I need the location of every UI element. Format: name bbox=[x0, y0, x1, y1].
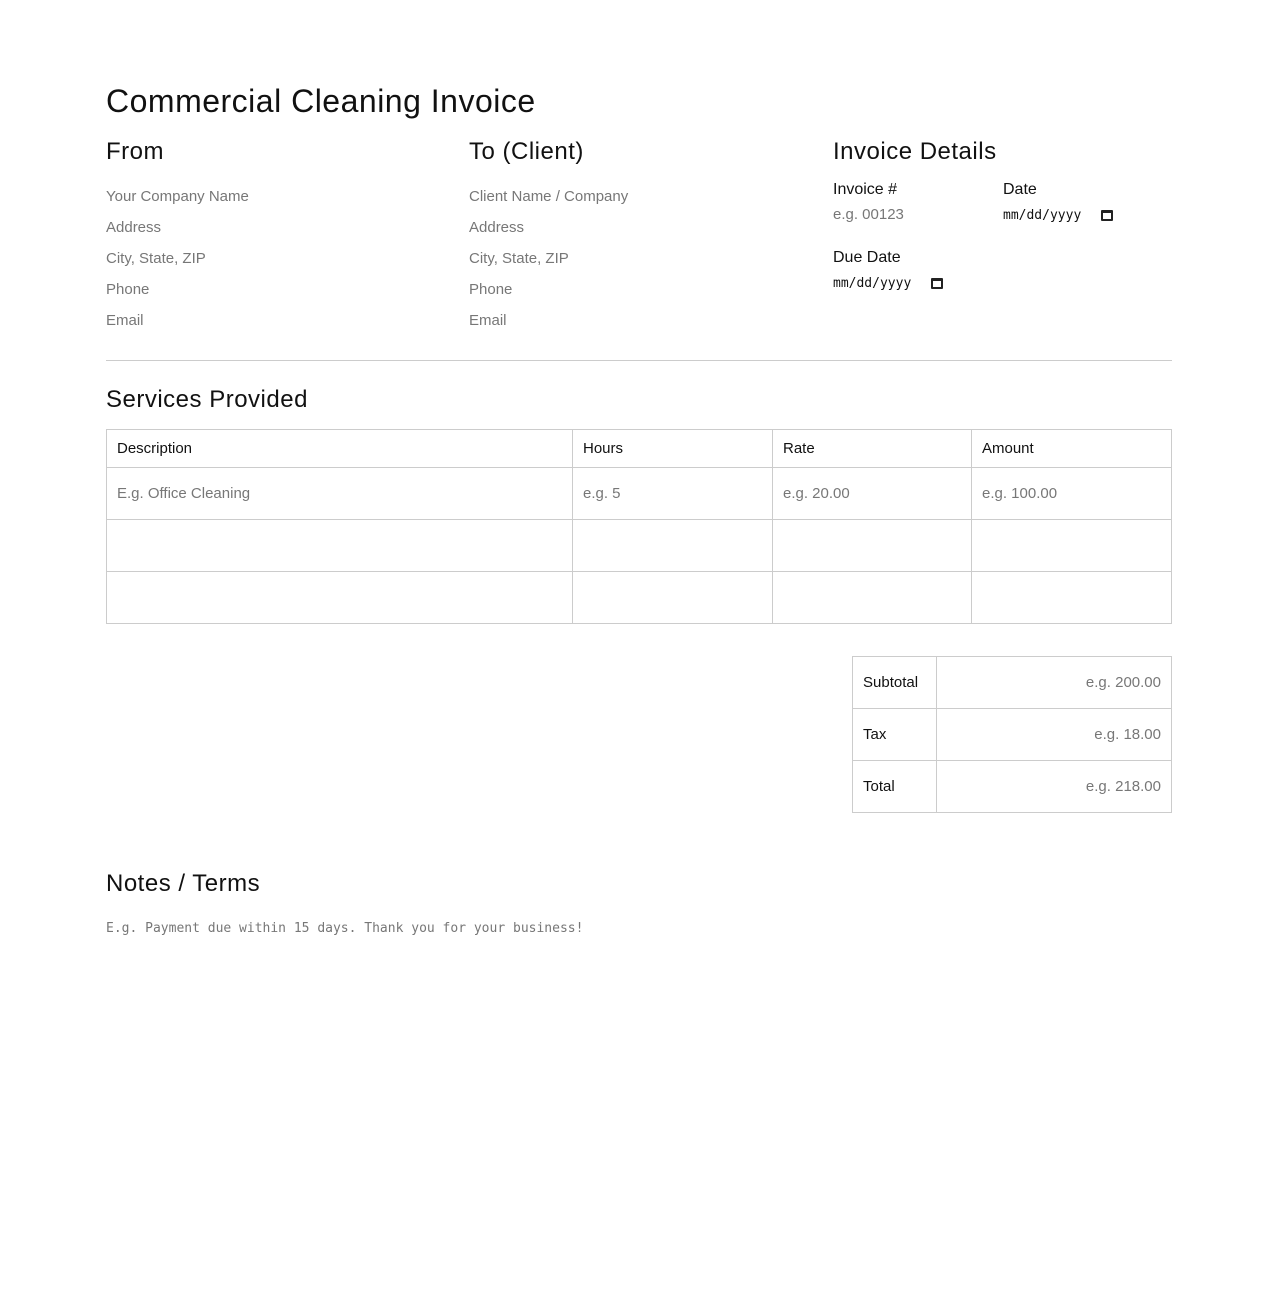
due-date-placeholder: mm/dd/yyyy bbox=[833, 276, 912, 291]
column-header: Description bbox=[107, 430, 573, 468]
from-city-input[interactable] bbox=[106, 250, 406, 267]
calendar-icon[interactable] bbox=[931, 278, 943, 289]
details-heading: Invoice Details bbox=[833, 138, 997, 165]
tax-row bbox=[853, 709, 1172, 761]
amount-cell[interactable] bbox=[972, 520, 1172, 572]
to-email-input[interactable] bbox=[469, 312, 769, 329]
notes-heading: Notes / Terms bbox=[106, 870, 261, 897]
tax-label: Tax bbox=[853, 709, 937, 761]
subtotal-value[interactable]: e.g. 200.00 bbox=[937, 657, 1172, 709]
due-date-input[interactable] bbox=[833, 276, 943, 291]
table-row bbox=[107, 572, 1172, 624]
table-header-row bbox=[107, 430, 1172, 468]
subtotal-row bbox=[853, 657, 1172, 709]
to-phone-input[interactable] bbox=[469, 281, 769, 298]
from-phone-input[interactable] bbox=[106, 281, 406, 298]
from-company-input[interactable] bbox=[106, 188, 406, 205]
date-placeholder: mm/dd/yyyy bbox=[1003, 208, 1082, 223]
divider bbox=[106, 360, 1172, 361]
calendar-icon[interactable] bbox=[1101, 210, 1113, 221]
total-row bbox=[853, 761, 1172, 813]
date-label: Date bbox=[1003, 181, 1037, 198]
from-email-input[interactable] bbox=[106, 312, 406, 329]
description-cell[interactable] bbox=[107, 520, 573, 572]
total-value[interactable]: e.g. 218.00 bbox=[937, 761, 1172, 813]
to-heading: To (Client) bbox=[469, 138, 584, 165]
hours-cell[interactable]: e.g. 5 bbox=[573, 468, 773, 520]
totals-table bbox=[852, 656, 1172, 813]
to-company-input[interactable] bbox=[469, 188, 769, 205]
services-table bbox=[106, 429, 1172, 624]
hours-cell[interactable] bbox=[573, 520, 773, 572]
notes-textarea[interactable]: E.g. Payment due within 15 days. Thank you for your business! bbox=[106, 921, 584, 936]
table-row bbox=[107, 520, 1172, 572]
invoice-number-label: Invoice # bbox=[833, 181, 898, 198]
date-input[interactable] bbox=[1003, 208, 1113, 223]
tax-value[interactable]: e.g. 18.00 bbox=[937, 709, 1172, 761]
from-heading: From bbox=[106, 138, 164, 165]
column-header: Rate bbox=[773, 430, 972, 468]
description-cell[interactable] bbox=[107, 572, 573, 624]
services-heading: Services Provided bbox=[106, 386, 308, 413]
hours-cell[interactable] bbox=[573, 572, 773, 624]
rate-cell[interactable]: e.g. 20.00 bbox=[773, 468, 972, 520]
table-row bbox=[107, 468, 1172, 520]
amount-cell[interactable]: e.g. 100.00 bbox=[972, 468, 1172, 520]
from-address-input[interactable] bbox=[106, 219, 406, 236]
due-date-label: Due Date bbox=[833, 249, 901, 266]
column-header: Hours bbox=[573, 430, 773, 468]
to-address-input[interactable] bbox=[469, 219, 769, 236]
column-header: Amount bbox=[972, 430, 1172, 468]
page-title: Commercial Cleaning Invoice bbox=[106, 83, 536, 119]
subtotal-label: Subtotal bbox=[853, 657, 937, 709]
amount-cell[interactable] bbox=[972, 572, 1172, 624]
to-city-input[interactable] bbox=[469, 250, 769, 267]
total-label: Total bbox=[853, 761, 937, 813]
rate-cell[interactable] bbox=[773, 520, 972, 572]
description-cell[interactable]: E.g. Office Cleaning bbox=[107, 468, 573, 520]
rate-cell[interactable] bbox=[773, 572, 972, 624]
invoice-number-input[interactable] bbox=[833, 206, 983, 223]
